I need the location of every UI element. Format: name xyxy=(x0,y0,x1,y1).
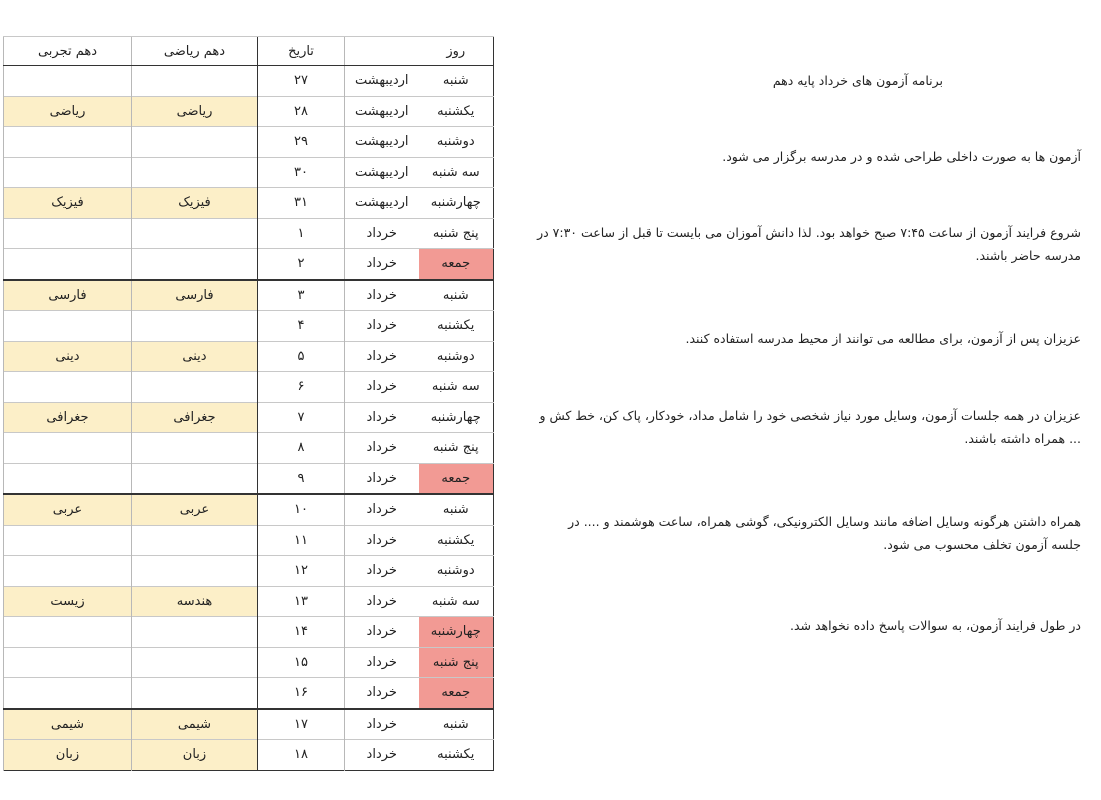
cell-month: اردیبهشت xyxy=(345,96,419,127)
cell-tajrobi-exam: فیزیک xyxy=(4,188,132,219)
cell-month: خرداد xyxy=(345,494,419,525)
cell-month: خرداد xyxy=(345,556,419,587)
cell-riazi-exam: ریاضی xyxy=(132,96,258,127)
cell-day: پنج شنبه xyxy=(419,218,494,249)
cell-day: جمعه xyxy=(419,249,494,280)
table-row xyxy=(4,586,494,617)
cell-day: یکشنبه xyxy=(419,96,494,127)
cell-month: خرداد xyxy=(345,586,419,617)
cell-tajrobi-exam: شیمی xyxy=(4,709,132,740)
cell-month: خرداد xyxy=(345,433,419,464)
cell-date: ۳۰ xyxy=(258,157,345,188)
cell-month: خرداد xyxy=(345,402,419,433)
cell-month: خرداد xyxy=(345,463,419,494)
cell-day: پنج شنبه xyxy=(419,647,494,678)
notes-title: برنامه آزمون های خرداد پایه دهم xyxy=(772,73,943,88)
cell-date: ۱۵ xyxy=(258,647,345,678)
cell-month: خرداد xyxy=(345,617,419,648)
cell-riazi-exam xyxy=(132,311,258,342)
cell-day: دوشنبه xyxy=(419,127,494,158)
table-row xyxy=(4,157,494,188)
cell-month: خرداد xyxy=(345,740,419,771)
cell-day: چهارشنبه xyxy=(419,617,494,648)
header-day: روز xyxy=(419,37,494,66)
cell-tajrobi-exam xyxy=(4,127,132,158)
cell-riazi-exam: جغرافی xyxy=(132,402,258,433)
cell-day: چهارشنبه xyxy=(419,402,494,433)
cell-date: ۲۹ xyxy=(258,127,345,158)
cell-date: ۲ xyxy=(258,249,345,280)
cell-date: ۱۲ xyxy=(258,556,345,587)
table-row xyxy=(4,433,494,464)
cell-riazi-exam xyxy=(132,433,258,464)
table-row xyxy=(4,463,494,494)
cell-riazi-exam xyxy=(132,372,258,403)
table-row xyxy=(4,188,494,219)
note-devices: همراه داشتن هرگونه وسایل اضافه مانند وسایل الکترونیکی، گوشی همراه، ساعت هوشمند و .... در جلسه آزمون تخلف محسوب می شود. xyxy=(568,514,1081,552)
cell-date: ۱۰ xyxy=(258,494,345,525)
table-row xyxy=(4,311,494,342)
header-tajrobi: دهم تجربی xyxy=(4,37,132,66)
cell-month: خرداد xyxy=(345,311,419,342)
cell-riazi-exam: فارسی xyxy=(132,280,258,311)
cell-tajrobi-exam xyxy=(4,556,132,587)
table-row xyxy=(4,372,494,403)
cell-tajrobi-exam xyxy=(4,311,132,342)
header-month xyxy=(345,37,419,66)
cell-riazi-exam xyxy=(132,678,258,709)
cell-riazi-exam: شیمی xyxy=(132,709,258,740)
cell-riazi-exam xyxy=(132,463,258,494)
cell-month: اردیبهشت xyxy=(345,157,419,188)
table-row xyxy=(4,647,494,678)
cell-date: ۲۸ xyxy=(258,96,345,127)
cell-day: چهارشنبه xyxy=(419,188,494,219)
table-row xyxy=(4,96,494,127)
cell-month: خرداد xyxy=(345,678,419,709)
cell-tajrobi-exam xyxy=(4,249,132,280)
cell-tajrobi-exam xyxy=(4,647,132,678)
table-row xyxy=(4,709,494,740)
cell-day: شنبه xyxy=(419,280,494,311)
cell-date: ۷ xyxy=(258,402,345,433)
cell-tajrobi-exam: جغرافی xyxy=(4,402,132,433)
cell-tajrobi-exam xyxy=(4,66,132,97)
cell-month: خرداد xyxy=(345,525,419,556)
table-row xyxy=(4,127,494,158)
cell-day: سه شنبه xyxy=(419,586,494,617)
cell-month: خرداد xyxy=(345,647,419,678)
cell-day: دوشنبه xyxy=(419,556,494,587)
cell-riazi-exam: عربی xyxy=(132,494,258,525)
table-row xyxy=(4,740,494,771)
cell-date: ۱۷ xyxy=(258,709,345,740)
cell-riazi-exam xyxy=(132,617,258,648)
cell-day: یکشنبه xyxy=(419,311,494,342)
header-date: تاریخ xyxy=(258,37,345,66)
cell-month: خرداد xyxy=(345,372,419,403)
table-row xyxy=(4,556,494,587)
cell-date: ۹ xyxy=(258,463,345,494)
cell-riazi-exam: فیزیک xyxy=(132,188,258,219)
cell-tajrobi-exam: زبان xyxy=(4,740,132,771)
cell-tajrobi-exam xyxy=(4,372,132,403)
cell-tajrobi-exam xyxy=(4,617,132,648)
header-riazi: دهم ریاضی xyxy=(132,37,258,66)
table-header-row xyxy=(4,37,494,66)
table-row xyxy=(4,678,494,709)
cell-month: خرداد xyxy=(345,218,419,249)
cell-tajrobi-exam: زیست xyxy=(4,586,132,617)
table-row xyxy=(4,249,494,280)
cell-month: اردیبهشت xyxy=(345,188,419,219)
cell-date: ۵ xyxy=(258,341,345,372)
cell-month: خرداد xyxy=(345,249,419,280)
cell-tajrobi-exam xyxy=(4,218,132,249)
cell-riazi-exam: زبان xyxy=(132,740,258,771)
cell-date: ۳۱ xyxy=(258,188,345,219)
cell-riazi-exam: دینی xyxy=(132,341,258,372)
cell-riazi-exam: هندسه xyxy=(132,586,258,617)
cell-day: سه شنبه xyxy=(419,157,494,188)
table-row xyxy=(4,218,494,249)
cell-tajrobi-exam: ریاضی xyxy=(4,96,132,127)
table-row xyxy=(4,617,494,648)
table-row xyxy=(4,341,494,372)
cell-day: شنبه xyxy=(419,66,494,97)
note-study: عزیزان پس از آزمون، برای مطالعه می توانند از محیط مدرسه استفاده کنند. xyxy=(685,331,1081,346)
cell-month: اردیبهشت xyxy=(345,66,419,97)
table-row xyxy=(4,525,494,556)
cell-date: ۱۶ xyxy=(258,678,345,709)
cell-tajrobi-exam xyxy=(4,463,132,494)
cell-riazi-exam xyxy=(132,525,258,556)
cell-tajrobi-exam: دینی xyxy=(4,341,132,372)
cell-day: شنبه xyxy=(419,709,494,740)
cell-date: ۱۴ xyxy=(258,617,345,648)
cell-tajrobi-exam: عربی xyxy=(4,494,132,525)
cell-day: دوشنبه xyxy=(419,341,494,372)
cell-tajrobi-exam xyxy=(4,433,132,464)
cell-day: جمعه xyxy=(419,678,494,709)
cell-date: ۱۳ xyxy=(258,586,345,617)
table-row xyxy=(4,66,494,97)
cell-riazi-exam xyxy=(132,127,258,158)
cell-riazi-exam xyxy=(132,249,258,280)
cell-date: ۸ xyxy=(258,433,345,464)
cell-month: خرداد xyxy=(345,709,419,740)
cell-day: جمعه xyxy=(419,463,494,494)
cell-day: سه شنبه xyxy=(419,372,494,403)
cell-month: اردیبهشت xyxy=(345,127,419,158)
cell-day: پنج شنبه xyxy=(419,433,494,464)
cell-riazi-exam xyxy=(132,556,258,587)
cell-date: ۱ xyxy=(258,218,345,249)
cell-month: خرداد xyxy=(345,341,419,372)
cell-month: خرداد xyxy=(345,280,419,311)
cell-date: ۶ xyxy=(258,372,345,403)
cell-date: ۳ xyxy=(258,280,345,311)
cell-day: یکشنبه xyxy=(419,740,494,771)
cell-date: ۲۷ xyxy=(258,66,345,97)
exam-schedule-table xyxy=(3,36,494,771)
cell-riazi-exam xyxy=(132,647,258,678)
cell-riazi-exam xyxy=(132,157,258,188)
table-row xyxy=(4,494,494,525)
table-row xyxy=(4,402,494,433)
note-supplies: عزیزان در همه جلسات آزمون، وسایل مورد نیاز شخصی خود را شامل مداد، خودکار، پاک کن، خط کش و ... همراه داشته باشند. xyxy=(539,408,1081,446)
cell-day: یکشنبه xyxy=(419,525,494,556)
cell-date: ۱۸ xyxy=(258,740,345,771)
cell-riazi-exam xyxy=(132,66,258,97)
table-row xyxy=(4,280,494,311)
cell-day: شنبه xyxy=(419,494,494,525)
cell-tajrobi-exam xyxy=(4,157,132,188)
cell-tajrobi-exam: فارسی xyxy=(4,280,132,311)
note-start-time: شروع فرایند آزمون از ساعت ۷:۴۵ صبح خواهد بود. لذا دانش آموزان می بایست تا قبل از ساعت ۷:۳۰ در مدرسه حاضر باشند. xyxy=(537,225,1081,263)
cell-riazi-exam xyxy=(132,218,258,249)
cell-date: ۱۱ xyxy=(258,525,345,556)
cell-date: ۴ xyxy=(258,311,345,342)
cell-tajrobi-exam xyxy=(4,525,132,556)
cell-tajrobi-exam xyxy=(4,678,132,709)
note-internal: آزمون ها به صورت داخلی طراحی شده و در مدرسه برگزار می شود. xyxy=(722,149,1081,164)
note-no-questions: در طول فرایند آزمون، به سوالات پاسخ داده نخواهد شد. xyxy=(790,618,1081,633)
